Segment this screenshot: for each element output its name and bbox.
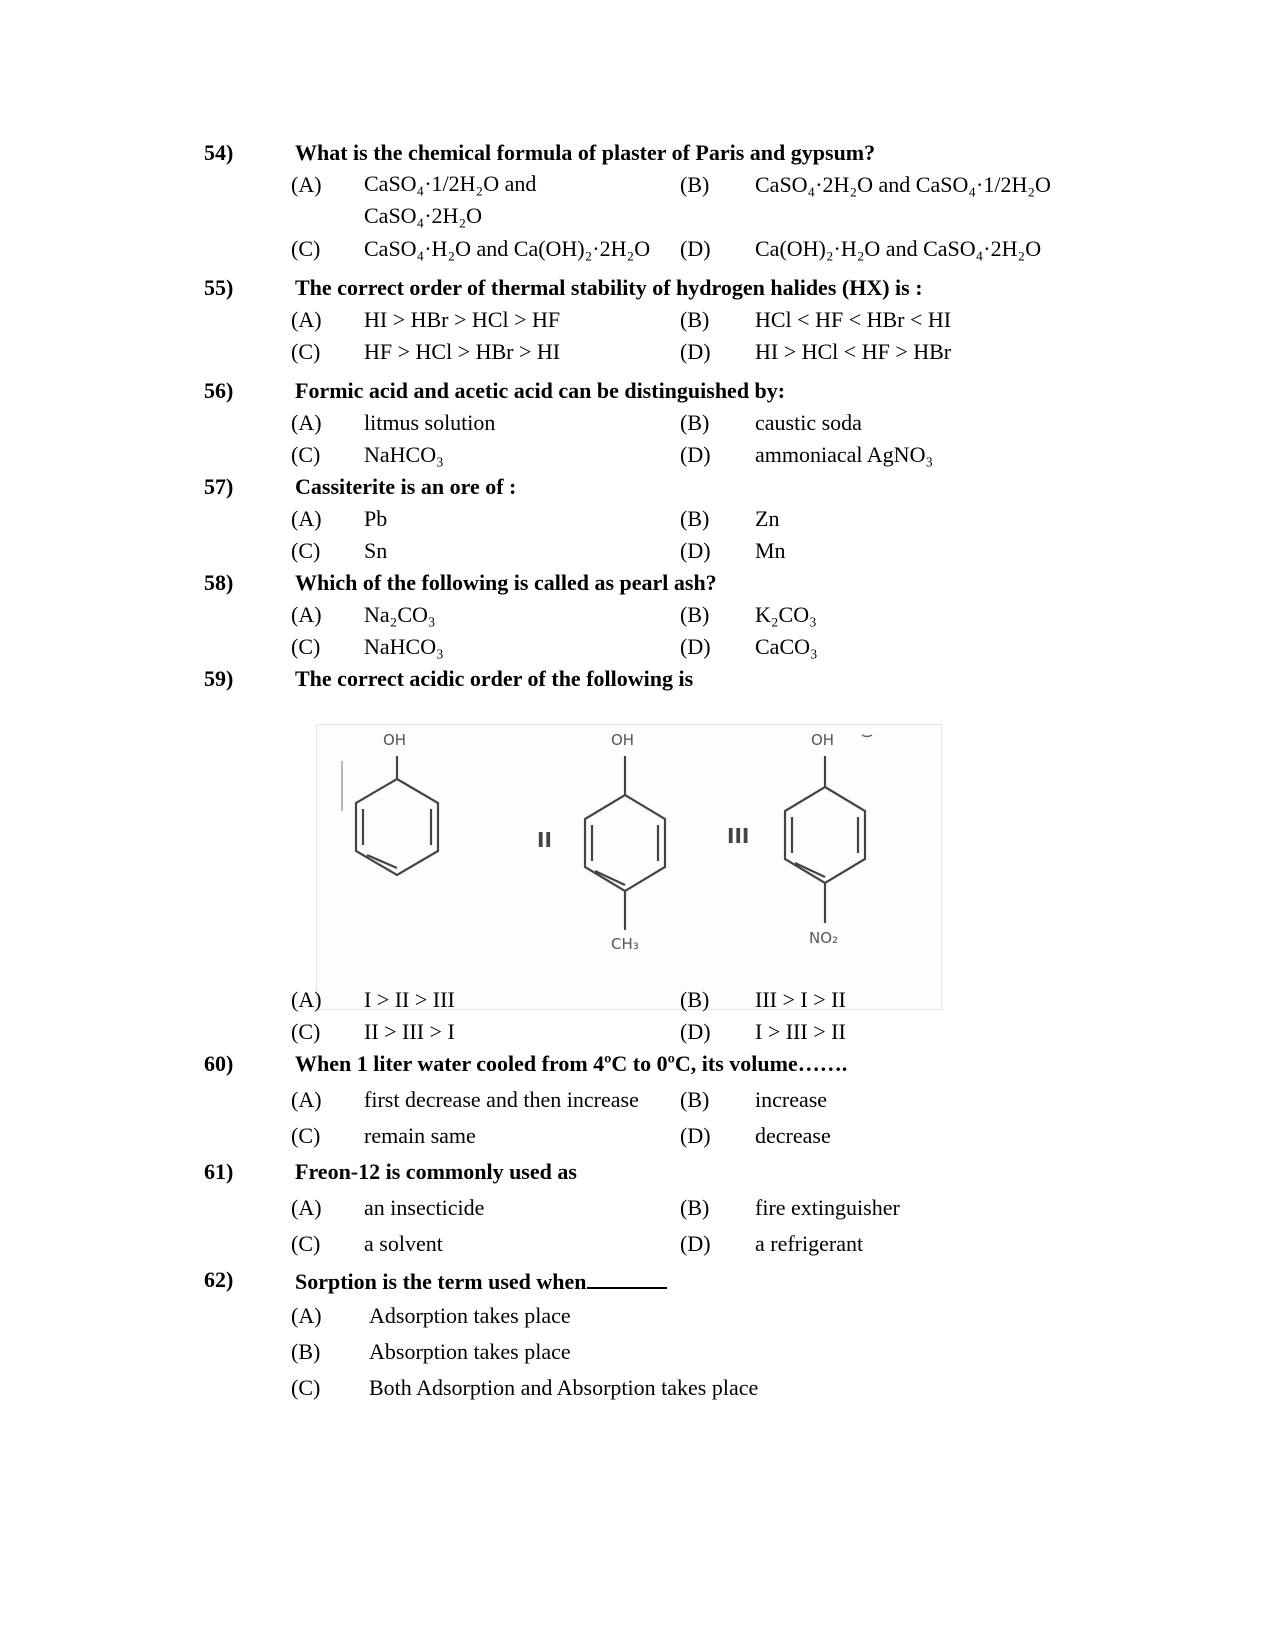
option-text: Na₂CO₃: [364, 602, 436, 627]
structures-svg: [317, 725, 941, 1009]
option-label: (A): [291, 1195, 322, 1220]
option-text: CaCO₃: [755, 634, 818, 659]
phenol-structures-figure: [316, 724, 942, 1010]
option-text: CaSO₄·H₂O and Ca(OH)₂·2H₂O: [364, 236, 651, 261]
oh-label-3: OH: [811, 731, 835, 749]
option-label: (D): [680, 634, 711, 659]
question-number: 57): [204, 474, 234, 499]
option-label: (C): [291, 538, 321, 563]
option-label: (B): [291, 1339, 321, 1364]
option-text: NaHCO₃: [364, 442, 444, 467]
option-label: (B): [680, 1195, 710, 1220]
option-label: (D): [680, 1231, 711, 1256]
option-label: (A): [291, 307, 322, 332]
option-text-line1: CaSO₄·1/2H₂O and: [364, 171, 537, 196]
question-text: Cassiterite is an ore of :: [295, 474, 517, 499]
option-label: (C): [291, 236, 321, 261]
question-text: The correct order of thermal stability of hydrogen halides (HX) is :: [295, 275, 923, 300]
answer-blank: [587, 1267, 667, 1289]
option-label: (B): [680, 987, 710, 1012]
option-text: ammoniacal AgNO₃: [755, 442, 934, 467]
option-label: (D): [680, 236, 711, 261]
option-text: HF > HCl > HBr > HI: [364, 339, 561, 364]
option-text-line2: CaSO₄·2H₂O: [364, 203, 483, 228]
option-label: (A): [291, 410, 322, 435]
option-text: HI > HBr > HCl > HF: [364, 307, 561, 332]
roman-label-iii: III: [727, 824, 750, 848]
option-label: (A): [291, 506, 322, 531]
option-label: (C): [291, 339, 321, 364]
option-text: Mn: [755, 538, 786, 563]
option-label: (B): [680, 602, 710, 627]
question-number: 56): [204, 378, 234, 403]
question-number: 62): [204, 1267, 234, 1292]
option-text: Both Adsorption and Absorption takes place: [369, 1375, 759, 1400]
option-text: an insecticide: [364, 1195, 485, 1220]
option-text: Pb: [364, 506, 388, 531]
oh-label-1: OH: [383, 731, 407, 749]
option-label: (A): [291, 172, 322, 197]
question-text: The correct acidic order of the following is: [295, 666, 694, 691]
option-label: (C): [291, 1231, 321, 1256]
option-label: (C): [291, 442, 321, 467]
option-text: Adsorption takes place: [369, 1303, 571, 1328]
option-text: CaSO₄·2H₂O and CaSO₄·1/2H₂O: [755, 172, 1051, 197]
option-label: (B): [680, 506, 710, 531]
question-number: 61): [204, 1159, 234, 1184]
question-text: Freon-12 is commonly used as: [295, 1159, 577, 1184]
option-text: fire extinguisher: [755, 1195, 900, 1220]
question-text: [295, 1267, 667, 1295]
option-label: (D): [680, 339, 711, 364]
option-text: litmus solution: [364, 410, 496, 435]
no2-label: NO₂: [809, 929, 839, 947]
option-label: (D): [680, 1019, 711, 1044]
option-label: (A): [291, 1303, 322, 1328]
option-label: (D): [680, 1123, 711, 1148]
question-text-content: Sorption is the term used when: [295, 1269, 587, 1294]
option-label: (B): [680, 410, 710, 435]
option-label: (A): [291, 987, 322, 1012]
option-label: (C): [291, 1019, 321, 1044]
option-text: first decrease and then increase: [364, 1087, 639, 1112]
option-text: K₂CO₃: [755, 602, 817, 627]
option-text: II > III > I: [364, 1019, 455, 1044]
ch3-label: CH₃: [611, 935, 639, 953]
question-text: Which of the following is called as pearl ash?: [295, 570, 717, 595]
option-text: decrease: [755, 1123, 831, 1148]
option-text: HCl < HF < HBr < HI: [755, 307, 952, 332]
option-text: increase: [755, 1087, 828, 1112]
option-text: [364, 168, 536, 232]
option-text: I > II > III: [364, 987, 455, 1012]
option-text: III > I > II: [755, 987, 846, 1012]
option-label: (C): [291, 1375, 321, 1400]
option-label: (A): [291, 1087, 322, 1112]
roman-label-ii: II: [537, 828, 552, 852]
question-text: What is the chemical formula of plaster of Paris and gypsum?: [295, 140, 876, 165]
question-number: 60): [204, 1051, 234, 1076]
option-label: (C): [291, 1123, 321, 1148]
scan-mark: [862, 735, 872, 737]
option-text: Zn: [755, 506, 780, 531]
option-text: Absorption takes place: [369, 1339, 571, 1364]
benzene-ring-3: [785, 787, 865, 883]
option-text: remain same: [364, 1123, 476, 1148]
option-label: (D): [680, 538, 711, 563]
option-text: NaHCO₃: [364, 634, 444, 659]
question-text: Formic acid and acetic acid can be distinguished by:: [295, 378, 786, 403]
option-label: (B): [680, 307, 710, 332]
option-text: Ca(OH)₂·H₂O and CaSO₄·2H₂O: [755, 236, 1042, 261]
option-label: (D): [680, 442, 711, 467]
option-text: a refrigerant: [755, 1231, 864, 1256]
option-text: caustic soda: [755, 410, 862, 435]
question-number: 54): [204, 140, 234, 165]
option-label: (B): [680, 172, 710, 197]
oh-label-2: OH: [611, 731, 635, 749]
question-number: 59): [204, 666, 234, 691]
option-label: (C): [291, 634, 321, 659]
option-text: a solvent: [364, 1231, 443, 1256]
option-text: HI > HCl < HF > HBr: [755, 339, 952, 364]
question-number: 55): [204, 275, 234, 300]
option-text: I > III > II: [755, 1019, 846, 1044]
question-text: When 1 liter water cooled from 4ºC to 0ºC, its volume…….: [295, 1051, 848, 1076]
benzene-ring-1: [356, 779, 438, 875]
question-number: 58): [204, 570, 234, 595]
option-text: Sn: [364, 538, 388, 563]
option-label: (B): [680, 1087, 710, 1112]
option-label: (A): [291, 602, 322, 627]
benzene-ring-2: [585, 795, 665, 891]
